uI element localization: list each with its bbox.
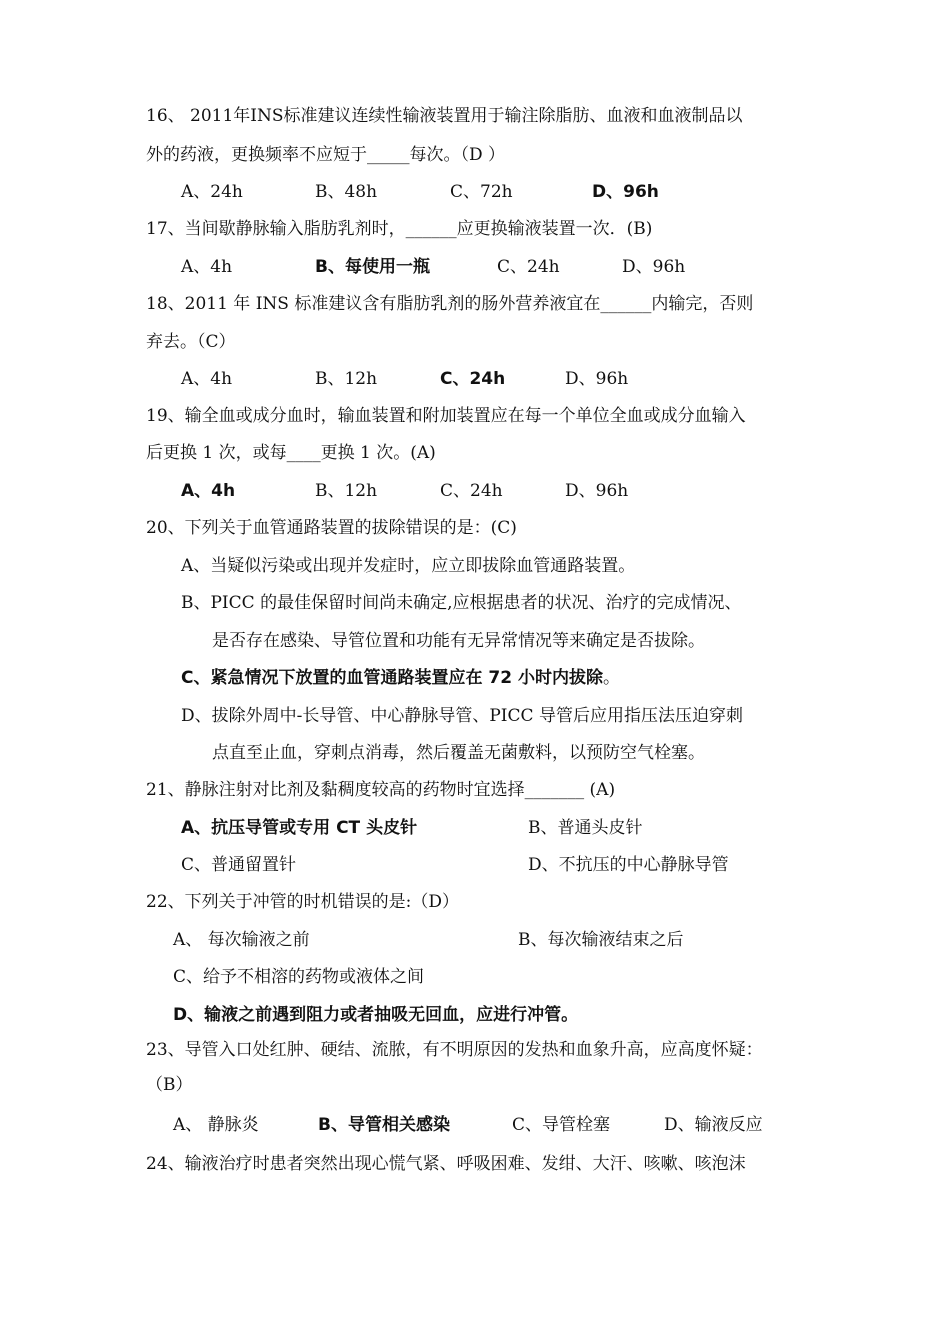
q20-option-b-line-1: B、PICC 的最佳保留时间尚未确定,应根据患者的状况、治疗的完成情况、 — [181, 593, 742, 613]
question-17-line-1: 17、当间歇静脉输入脂肪乳剂时，______应更换输液装置一次．(B) — [146, 219, 653, 239]
question-19-line-1: 19、输全血或成分血时，输血装置和附加装置应在每一个单位全血或成分血输入 — [146, 406, 746, 426]
q21-option-b: B、普通头皮针 — [528, 818, 643, 838]
q16-option-a: A、24h — [181, 182, 243, 202]
q19-option-d: D、96h — [565, 481, 629, 501]
q16-option-b: B、48h — [315, 182, 378, 202]
question-16-line-2: 外的药液，更换频率不应短于_____每次。（D ） — [146, 145, 506, 165]
q21-option-a-answer: A、抗压导管或专用 CT 头皮针 — [181, 818, 418, 838]
q18-option-d: D、96h — [565, 369, 629, 389]
q20-option-a: A、当疑似污染或出现并发症时，应立即拔除血管通路装置。 — [181, 556, 636, 576]
question-21-line-1: 21、静脉注射对比剂及黏稠度较高的药物时宜选择_______ (A) — [146, 780, 616, 800]
question-24-line-1: 24、输液治疗时患者突然出现心慌气紧、呼吸困难、发绀、大汗、咳嗽、咳泡沫 — [146, 1154, 746, 1174]
question-23-line-2: （B） — [146, 1075, 193, 1095]
question-18-line-2: 弃去。（C） — [146, 332, 236, 352]
q23-option-d: D、输液反应 — [664, 1115, 763, 1135]
q18-option-b: B、12h — [315, 369, 378, 389]
question-18-line-1: 18、2011 年 INS 标准建议含有脂肪乳剂的肠外营养液宜在______内输完，否则 — [146, 294, 754, 314]
q20-option-c-answer — [181, 666, 620, 690]
q21-option-d: D、不抗压的中心静脉导管 — [528, 855, 729, 875]
q20-option-c-period: 。 — [602, 668, 620, 688]
q22-option-b: B、每次输液结束之后 — [518, 930, 684, 950]
q21-option-c: C、普通留置针 — [181, 855, 297, 875]
question-19-line-2: 后更换 1 次，或每____更换 1 次。(A) — [146, 443, 436, 463]
question-22-line-1: 22、下列关于冲管的时机错误的是:（D） — [146, 892, 459, 912]
q17-option-a: A、4h — [181, 257, 233, 277]
q22-option-d-answer: D、输液之前遇到阻力或者抽吸无回血，应进行冲管。 — [173, 1005, 579, 1025]
q20-option-c-text: C、紧急情况下放置的血管通路装置应在 72 小时内拔除 — [181, 668, 603, 688]
q20-option-d-line-2: 点直至止血，穿刺点消毒，然后覆盖无菌敷料，以预防空气栓塞。 — [212, 743, 705, 763]
q19-option-a-answer: A、4h — [181, 481, 236, 501]
q17-option-d: D、96h — [622, 257, 686, 277]
q16-option-c: C、72h — [450, 182, 513, 202]
q20-option-d-line-1: D、拔除外周中-长导管、中心静脉导管、PICC 导管后应用指压法压迫穿刺 — [181, 706, 743, 726]
q23-option-a: A、 静脉炎 — [173, 1115, 259, 1135]
question-16-line-1: 16、 2011年INS标准建议连续性输液装置用于输注除脂肪、血液和血液制品以 — [146, 106, 743, 126]
q16-option-d-answer: D、96h — [592, 182, 659, 202]
q20-option-b-line-2: 是否存在感染、导管位置和功能有无异常情况等来确定是否拔除。 — [212, 631, 705, 651]
q19-option-c: C、24h — [440, 481, 503, 501]
q17-option-c: C、24h — [497, 257, 560, 277]
q19-option-b: B、12h — [315, 481, 378, 501]
q22-option-c: C、给予不相溶的药物或液体之间 — [173, 967, 425, 987]
q22-option-a: A、 每次输液之前 — [173, 930, 310, 950]
q23-option-b-answer: B、导管相关感染 — [318, 1115, 450, 1135]
q23-option-c: C、导管栓塞 — [512, 1115, 611, 1135]
question-20-line-1: 20、下列关于血管通路装置的拔除错误的是：(C) — [146, 518, 517, 538]
q18-option-a: A、4h — [181, 369, 233, 389]
q17-option-b-answer: B、每使用一瓶 — [315, 257, 430, 277]
q18-option-c-answer: C、24h — [440, 369, 506, 389]
question-23-line-1: 23、导管入口处红肿、硬结、流脓，有不明原因的发热和血象升高，应高度怀疑： — [146, 1040, 763, 1060]
